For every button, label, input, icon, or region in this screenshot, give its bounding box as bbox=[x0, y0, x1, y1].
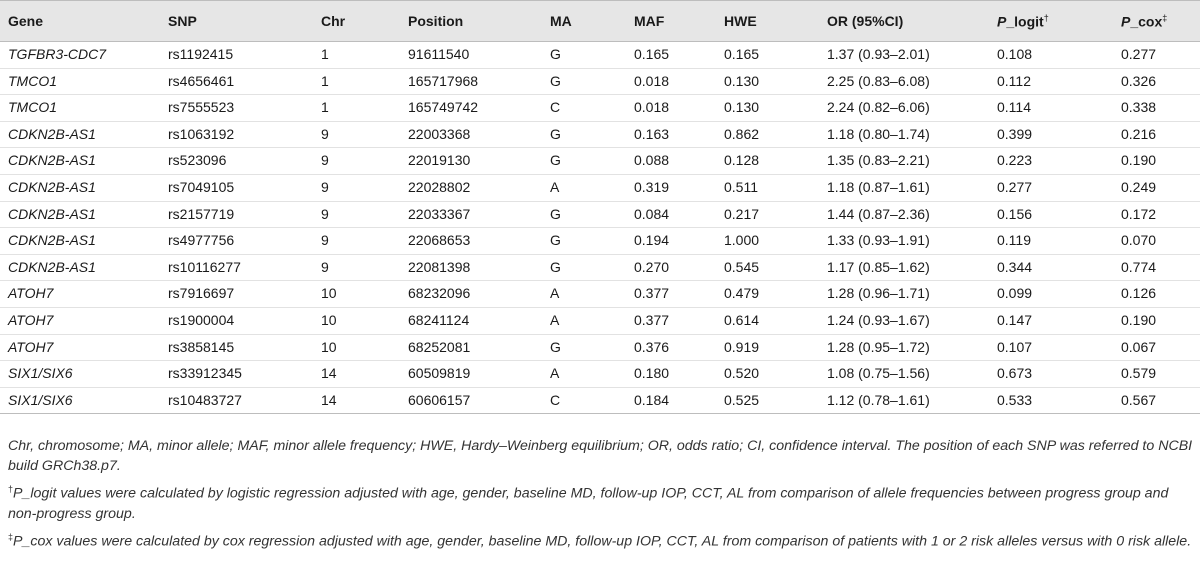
cell-gene: CDKN2B-AS1 bbox=[8, 178, 96, 195]
cell-chr: 9 bbox=[321, 125, 329, 142]
cell-hwe: 0.128 bbox=[724, 152, 760, 169]
double-dagger-mark: ‡ bbox=[1162, 12, 1168, 23]
table-row bbox=[0, 228, 1200, 255]
table-row bbox=[0, 121, 1200, 148]
cell-p-cox: 0.126 bbox=[1121, 285, 1157, 302]
header-row bbox=[0, 1, 1200, 42]
header-position: Position bbox=[400, 1, 542, 42]
cell-maf: 0.377 bbox=[634, 285, 670, 302]
cell-snp: rs1192415 bbox=[168, 46, 234, 62]
cell-position: 165717968 bbox=[408, 72, 479, 89]
header-p-logit-suffix: _logit bbox=[1006, 13, 1044, 30]
cell-position: 68232096 bbox=[408, 285, 471, 302]
cell-gene: ATOH7 bbox=[8, 311, 54, 328]
header-p-cox bbox=[1113, 1, 1200, 42]
header-hwe: HWE bbox=[716, 1, 819, 42]
header-p-cox-suffix: _cox bbox=[1130, 13, 1163, 30]
cell-position: 22003368 bbox=[408, 125, 471, 142]
cell-position: 91611540 bbox=[408, 46, 470, 62]
cell-or: 1.28 (0.95–1.72) bbox=[827, 338, 930, 355]
cell-p-cox: 0.172 bbox=[1121, 205, 1157, 222]
cell-ma: C bbox=[550, 391, 561, 408]
cell-or: 1.24 (0.93–1.67) bbox=[827, 311, 930, 328]
cell-or: 1.37 (0.93–2.01) bbox=[827, 46, 930, 62]
table-row bbox=[0, 68, 1200, 95]
cell-hwe: 0.520 bbox=[724, 365, 760, 382]
cell-chr: 9 bbox=[321, 258, 329, 275]
cell-ma: G bbox=[550, 258, 561, 275]
footnote-p-logit-text: P_logit values were calculated by logistic regression adjusted with age, gender, baseline MD, follow-up IOP, CCT, AL from comparison of allele frequencies between progress group and non-progress group. bbox=[8, 485, 1169, 522]
cell-position: 22033367 bbox=[408, 205, 471, 222]
cell-snp: rs4977756 bbox=[168, 232, 235, 249]
cell-gene: ATOH7 bbox=[8, 285, 54, 302]
cell-p-logit: 0.399 bbox=[997, 125, 1033, 142]
table-row bbox=[0, 148, 1200, 175]
cell-maf: 0.180 bbox=[634, 365, 670, 382]
header-chr: Chr bbox=[313, 1, 400, 42]
table-footnotes bbox=[8, 436, 1194, 554]
cell-chr: 1 bbox=[321, 99, 329, 116]
cell-p-cox: 0.774 bbox=[1121, 258, 1157, 275]
table-row bbox=[0, 281, 1200, 308]
cell-maf: 0.377 bbox=[634, 311, 670, 328]
cell-chr: 9 bbox=[321, 152, 329, 169]
cell-or: 1.35 (0.83–2.21) bbox=[827, 152, 930, 169]
table-row bbox=[0, 307, 1200, 334]
cell-snp: rs33912345 bbox=[168, 365, 242, 382]
cell-maf: 0.194 bbox=[634, 232, 670, 249]
cell-chr: 10 bbox=[321, 338, 337, 355]
table-row bbox=[0, 174, 1200, 201]
cell-maf: 0.084 bbox=[634, 205, 670, 222]
cell-or: 2.25 (0.83–6.08) bbox=[827, 72, 930, 89]
header-p-logit-p: P bbox=[997, 13, 1007, 30]
table-row bbox=[0, 201, 1200, 228]
cell-p-logit: 0.223 bbox=[997, 152, 1033, 169]
cell-p-cox: 0.277 bbox=[1121, 46, 1157, 62]
cell-gene: TMCO1 bbox=[8, 99, 57, 116]
cell-snp: rs7049105 bbox=[168, 178, 235, 195]
cell-gene: SIX1/SIX6 bbox=[8, 365, 73, 382]
cell-gene: CDKN2B-AS1 bbox=[8, 205, 96, 222]
footnote-dagger-mark: † bbox=[8, 484, 14, 494]
cell-p-cox: 0.338 bbox=[1121, 99, 1157, 116]
cell-ma: A bbox=[550, 285, 560, 302]
cell-or: 2.24 (0.82–6.06) bbox=[827, 99, 930, 116]
cell-p-cox: 0.567 bbox=[1121, 391, 1157, 408]
cell-ma: G bbox=[550, 232, 561, 249]
cell-p-cox: 0.190 bbox=[1121, 152, 1157, 169]
cell-position: 22019130 bbox=[408, 152, 471, 169]
dagger-mark: † bbox=[1043, 12, 1049, 23]
table-row bbox=[0, 254, 1200, 281]
cell-p-cox: 0.190 bbox=[1121, 311, 1157, 328]
cell-ma: G bbox=[550, 152, 561, 169]
cell-snp: rs1900004 bbox=[168, 311, 235, 328]
cell-ma: A bbox=[550, 365, 560, 382]
cell-gene: CDKN2B-AS1 bbox=[8, 125, 96, 142]
cell-p-cox: 0.070 bbox=[1121, 232, 1157, 249]
cell-hwe: 0.130 bbox=[724, 99, 760, 116]
cell-snp: rs1063192 bbox=[168, 125, 235, 142]
cell-snp: rs10116277 bbox=[168, 258, 241, 275]
cell-p-cox: 0.249 bbox=[1121, 178, 1157, 195]
cell-chr: 9 bbox=[321, 232, 329, 249]
cell-or: 1.12 (0.78–1.61) bbox=[827, 391, 930, 408]
table-header bbox=[0, 1, 1200, 42]
cell-or: 1.18 (0.80–1.74) bbox=[827, 125, 930, 142]
cell-position: 60509819 bbox=[408, 365, 471, 382]
cell-chr: 10 bbox=[321, 311, 337, 328]
footnote-p-cox bbox=[8, 527, 1194, 552]
header-gene: Gene bbox=[0, 1, 160, 42]
cell-maf: 0.163 bbox=[634, 125, 670, 142]
cell-ma: G bbox=[550, 338, 561, 355]
header-p-logit bbox=[989, 1, 1113, 42]
cell-position: 68252081 bbox=[408, 338, 471, 355]
cell-snp: rs2157719 bbox=[168, 205, 235, 222]
cell-ma: G bbox=[550, 46, 561, 62]
header-or: OR (95%CI) bbox=[819, 1, 989, 42]
table-row bbox=[0, 361, 1200, 388]
table-body bbox=[0, 42, 1200, 414]
cell-p-logit: 0.344 bbox=[997, 258, 1033, 275]
cell-maf: 0.319 bbox=[634, 178, 670, 195]
cell-ma: G bbox=[550, 72, 561, 89]
cell-or: 1.18 (0.87–1.61) bbox=[827, 178, 930, 195]
cell-p-cox: 0.579 bbox=[1121, 365, 1157, 382]
cell-p-logit: 0.156 bbox=[997, 205, 1033, 222]
cell-position: 22068653 bbox=[408, 232, 471, 249]
cell-gene: SIX1/SIX6 bbox=[8, 391, 73, 408]
cell-or: 1.28 (0.96–1.71) bbox=[827, 285, 930, 302]
cell-ma: A bbox=[550, 311, 560, 328]
footnote-double-dagger-mark: ‡ bbox=[8, 531, 14, 542]
cell-maf: 0.088 bbox=[634, 152, 670, 169]
cell-p-logit: 0.107 bbox=[997, 338, 1033, 355]
cell-p-logit: 0.112 bbox=[997, 72, 1031, 89]
cell-position: 60606157 bbox=[408, 391, 471, 408]
cell-chr: 1 bbox=[321, 46, 329, 62]
cell-p-cox: 0.326 bbox=[1121, 72, 1157, 89]
cell-maf: 0.184 bbox=[634, 391, 670, 408]
cell-or: 1.44 (0.87–2.36) bbox=[827, 205, 930, 222]
cell-hwe: 0.165 bbox=[724, 46, 760, 62]
cell-snp: rs3858145 bbox=[168, 338, 235, 355]
footnote-abbreviations: Chr, chromosome; MA, minor allele; MAF, minor allele frequency; HWE, Hardy–Weinberg equilibrium; OR, odds ratio; CI, confidence interval. The position of each SNP was referred to NCBI build GRCh38.p7. bbox=[8, 438, 1193, 474]
cell-hwe: 0.919 bbox=[724, 338, 760, 355]
cell-p-logit: 0.277 bbox=[997, 178, 1033, 195]
cell-maf: 0.018 bbox=[634, 72, 670, 89]
cell-hwe: 0.545 bbox=[724, 258, 760, 275]
header-ma: MA bbox=[542, 1, 626, 42]
cell-position: 165749742 bbox=[408, 99, 479, 116]
cell-chr: 14 bbox=[321, 391, 337, 408]
cell-position: 22028802 bbox=[408, 178, 471, 195]
table-row bbox=[0, 387, 1200, 414]
cell-hwe: 0.862 bbox=[724, 125, 760, 142]
cell-maf: 0.018 bbox=[634, 99, 670, 116]
cell-snp: rs7555523 bbox=[168, 99, 235, 116]
cell-gene: CDKN2B-AS1 bbox=[8, 258, 96, 275]
table-row bbox=[0, 42, 1200, 69]
header-snp: SNP bbox=[160, 1, 313, 42]
cell-gene: CDKN2B-AS1 bbox=[8, 152, 96, 169]
cell-snp: rs10483727 bbox=[168, 391, 242, 408]
cell-hwe: 0.217 bbox=[724, 205, 760, 222]
cell-chr: 10 bbox=[321, 285, 337, 302]
cell-or: 1.33 (0.93–1.91) bbox=[827, 232, 930, 249]
cell-p-logit: 0.114 bbox=[997, 99, 1031, 116]
cell-p-logit: 0.673 bbox=[997, 365, 1033, 382]
cell-gene: TMCO1 bbox=[8, 72, 57, 89]
cell-position: 68241124 bbox=[408, 311, 470, 328]
cell-ma: A bbox=[550, 178, 560, 195]
cell-ma: G bbox=[550, 125, 561, 142]
footnote-p-logit bbox=[8, 479, 1194, 524]
cell-p-logit: 0.147 bbox=[997, 311, 1033, 328]
cell-p-cox: 0.216 bbox=[1121, 125, 1157, 142]
cell-hwe: 0.614 bbox=[724, 311, 760, 328]
cell-p-logit: 0.108 bbox=[997, 46, 1033, 62]
cell-chr: 9 bbox=[321, 205, 329, 222]
cell-chr: 14 bbox=[321, 365, 337, 382]
cell-snp: rs7916697 bbox=[168, 285, 235, 302]
cell-hwe: 0.511 bbox=[724, 178, 758, 195]
header-maf: MAF bbox=[626, 1, 716, 42]
cell-maf: 0.376 bbox=[634, 338, 670, 355]
cell-ma: G bbox=[550, 205, 561, 222]
cell-gene: ATOH7 bbox=[8, 338, 54, 355]
cell-or: 1.17 (0.85–1.62) bbox=[827, 258, 930, 275]
cell-p-logit: 0.533 bbox=[997, 391, 1033, 408]
header-p-cox-p: P bbox=[1121, 13, 1131, 30]
cell-hwe: 0.479 bbox=[724, 285, 760, 302]
cell-p-cox: 0.067 bbox=[1121, 338, 1157, 355]
cell-p-logit: 0.099 bbox=[997, 285, 1033, 302]
cell-or: 1.08 (0.75–1.56) bbox=[827, 365, 930, 382]
cell-position: 22081398 bbox=[408, 258, 471, 275]
cell-maf: 0.165 bbox=[634, 46, 670, 62]
cell-snp: rs523096 bbox=[168, 152, 227, 169]
cell-chr: 1 bbox=[321, 72, 329, 89]
cell-ma: C bbox=[550, 99, 561, 116]
table-row bbox=[0, 95, 1200, 122]
cell-maf: 0.270 bbox=[634, 258, 670, 275]
cell-hwe: 0.130 bbox=[724, 72, 760, 89]
cell-snp: rs4656461 bbox=[168, 72, 235, 89]
cell-p-logit: 0.119 bbox=[997, 232, 1031, 249]
cell-hwe: 0.525 bbox=[724, 391, 760, 408]
cell-hwe: 1.000 bbox=[724, 232, 760, 249]
cell-gene: TGFBR3-CDC7 bbox=[8, 46, 107, 62]
cell-chr: 9 bbox=[321, 178, 329, 195]
footnote-p-cox-text: P_cox values were calculated by cox regression adjusted with age, gender, baseline MD, follow-up IOP, CCT, AL from comparison of patients with 1 or 2 risk alleles versus with 0 risk allele. bbox=[13, 533, 1192, 550]
cell-gene: CDKN2B-AS1 bbox=[8, 232, 96, 249]
table-row bbox=[0, 334, 1200, 361]
